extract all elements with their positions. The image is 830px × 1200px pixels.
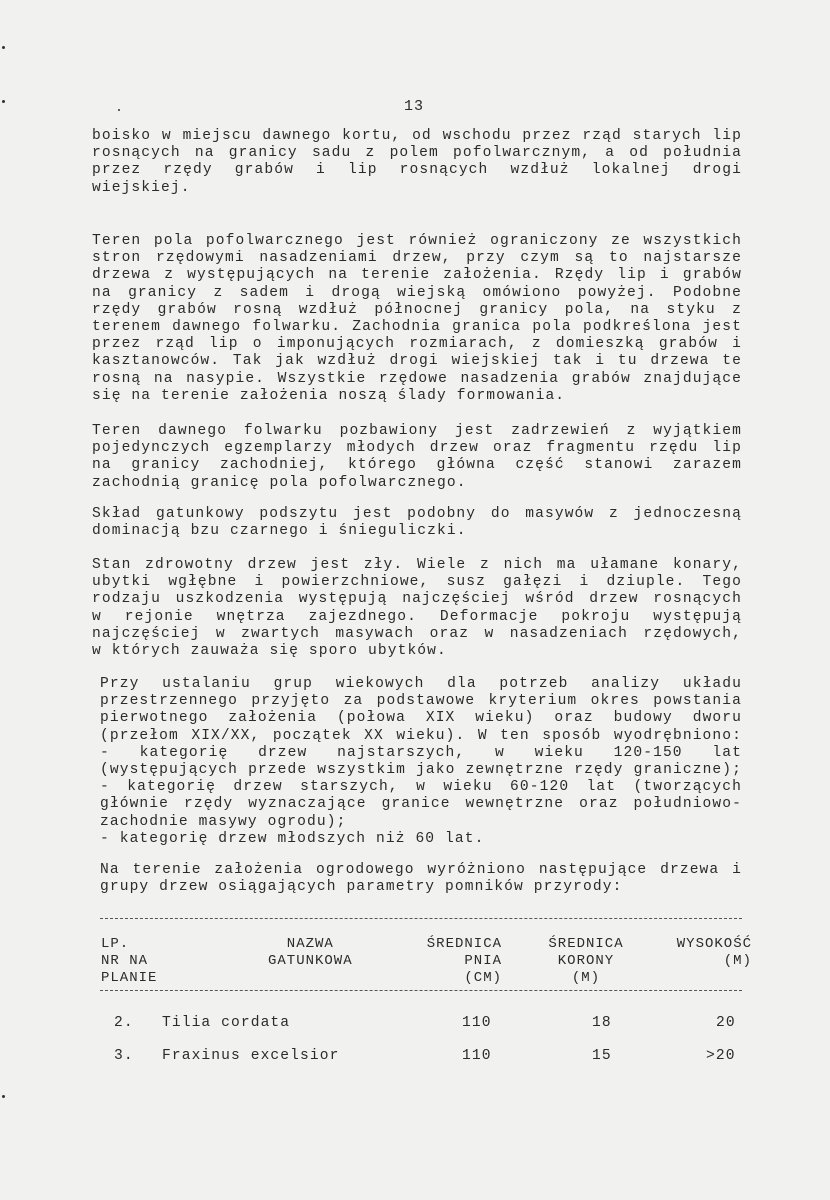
paragraph-3 — [92, 423, 742, 492]
scan-speck — [2, 1095, 5, 1098]
text-line: Na terenie założenia ogrodowego wyróżniono następujące drzewa i — [100, 862, 742, 878]
header-crown-line: KORONY — [557, 953, 615, 969]
text-line: Skład gatunkowy podszytu jest podobny do masywów z jednoczesną — [92, 506, 742, 522]
header-height-line: (M) — [723, 953, 752, 969]
text-line: (przełom XIX/XX, początek XX wieku). W ten sposób wyodrębniono: — [100, 727, 742, 744]
text-line: przestrzennego przyjęto za podstawowe kryterium okres powstania — [100, 693, 742, 710]
text-line: Teren pola pofolwarcznego jest również ograniczony ze wszystkich — [92, 233, 742, 249]
table-row-lp: 3. — [114, 1048, 134, 1064]
table-row-lp: 2. — [114, 1015, 134, 1031]
header-trunk-diameter — [414, 936, 502, 987]
header-crown-line: (M) — [571, 970, 601, 986]
header-trunk-line: PNIA — [464, 953, 502, 969]
header-name-line: NAZWA — [286, 936, 334, 952]
text-line: stron rzędowymi nasadzeniami drzew, przy czym są to najstarsze — [92, 250, 742, 267]
text-line: - kategorię drzew młodszych niż 60 lat. — [100, 830, 485, 847]
header-height-line: WYSOKOŚĆ — [676, 936, 752, 952]
table-row-trunk: 110 — [462, 1048, 492, 1064]
text-line: rodzaju uszkodzenia występują najczęściej wśród drzew rosnących — [92, 591, 742, 608]
text-line: zachodnie masywy ogrodu); — [100, 813, 347, 830]
header-lp-line: LP. — [101, 936, 130, 952]
text-line: na granicy zachodniej, którego główna część stanowi zarazem — [92, 457, 742, 474]
paragraph-2 — [92, 233, 742, 405]
text-line: pierwotnego założenia (połowa XIX wieku) oraz budowy dworu — [100, 710, 742, 727]
text-line: przez rzędy grabów i lip rosnących wzdłuż lokalnej drogi — [92, 162, 742, 179]
header-name-line: GATUNKOWA — [268, 953, 353, 969]
header-height — [652, 936, 752, 970]
text-line: przez rząd lip o imponujących rozmiarach, z domieszką grabów i — [92, 336, 742, 353]
text-line: rosnących na granicy sadu z polem pofolwarcznym, a od południa — [92, 145, 742, 162]
page-number: 13 — [404, 98, 425, 115]
scan-speck — [118, 109, 120, 111]
header-trunk-line: ŚREDNICA — [426, 936, 502, 952]
table-row-crown: 18 — [592, 1015, 612, 1031]
table-row-height: 20 — [716, 1015, 736, 1031]
table-row-crown: 15 — [592, 1048, 612, 1064]
table-top-rule — [100, 918, 742, 919]
text-line: zachodnią granicę pola pofolwarcznego. — [92, 474, 467, 491]
paragraph-7 — [100, 862, 742, 896]
text-line: w rejonie wnętrza zajezdnego. Deformacje pokroju występują — [92, 608, 742, 625]
text-line: boisko w miejscu dawnego kortu, od wschodu przez rząd starych lip — [92, 128, 742, 144]
header-lp-line: NR NA — [101, 953, 149, 969]
text-line: grupy drzew osiągających parametry pomników przyrody: — [100, 879, 623, 896]
header-crown-diameter — [538, 936, 634, 987]
text-line: kasztanowców. Tak jak wzdłuż drogi wiejskiej tak i tu drzewa te — [92, 353, 742, 370]
header-trunk-line: (CM) — [464, 970, 502, 986]
text-line: Stan zdrowotny drzew jest zły. Wiele z nich ma ułamane konary, — [92, 557, 742, 573]
text-line: Przy ustalaniu grup wiekowych dla potrzeb analizy układu — [100, 676, 742, 692]
text-line: pojedynczych egzemplarzy młodych drzew oraz fragmentu rzędu lip — [92, 440, 742, 457]
text-line: rzędy grabów rosną wzdłuż północnej granicy pola, na styku z — [92, 301, 742, 318]
text-line: na granicy z sadem i drogą wiejską omówiono powyżej. Podobne — [92, 284, 742, 301]
table-row-height: >20 — [706, 1048, 736, 1064]
text-line: ubytki wgłębne i powierzchniowe, susz gałęzi i dziuple. Tego — [92, 574, 742, 591]
paragraph-5 — [92, 557, 742, 660]
paragraph-6 — [100, 676, 742, 848]
paragraph-1 — [92, 128, 742, 197]
table-row-name: Fraxinus excelsior — [162, 1048, 340, 1064]
scan-speck — [2, 46, 5, 49]
text-line: terenem dawnego folwarku. Zachodnia granica pola podkreślona jest — [92, 319, 742, 336]
text-line: - kategorię drzew najstarszych, w wieku 120-150 lat — [100, 744, 742, 761]
text-line: Teren dawnego folwarku pozbawiony jest zadrzewień z wyjątkiem — [92, 423, 742, 439]
text-line: najczęściej w zwartych masywach oraz w nasadzeniach rzędowych, — [92, 625, 742, 642]
text-line: w których zauważa się sporo ubytków. — [92, 643, 447, 660]
header-name — [268, 936, 353, 970]
text-line: się na terenie założenia noszą ślady formowania. — [92, 387, 566, 404]
header-crown-line: ŚREDNICA — [548, 936, 624, 952]
header-lp — [101, 936, 157, 987]
text-line: rosną na nasypie. Wszystkie rzędowe nasadzenia grabów znajdujące — [92, 370, 742, 387]
table-row-name: Tilia cordata — [162, 1015, 291, 1031]
table-header-rule — [100, 990, 742, 991]
header-lp-line: PLANIE — [101, 970, 158, 986]
scan-speck — [2, 100, 5, 103]
paragraph-4 — [92, 506, 742, 540]
text-line: dominacją bzu czarnego i śnieguliczki. — [92, 523, 467, 540]
text-line: - kategorię drzew starszych, w wieku 60-120 lat (tworzących — [100, 779, 742, 796]
text-line: drzewa z występujących na terenie założenia. Rzędy lip i grabów — [92, 267, 742, 284]
text-line: wiejskiej. — [92, 179, 191, 196]
text-line: (występujących przede wszystkim jako zewnętrzne rzędy graniczne); — [100, 762, 742, 779]
text-line: głównie rzędy wyznaczające granice wewnętrzne oraz południowo- — [100, 796, 742, 813]
table-row-trunk: 110 — [462, 1015, 492, 1031]
